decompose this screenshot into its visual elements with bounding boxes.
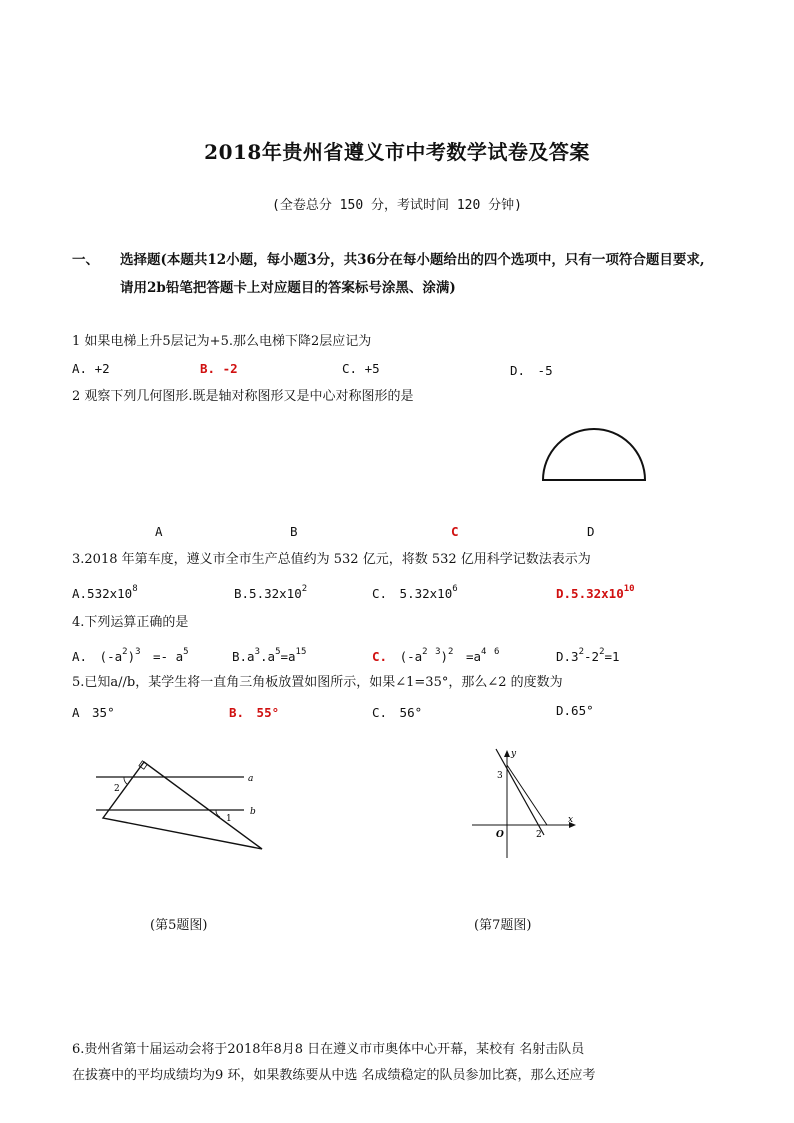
q4-option-d: $D.3^2-2^2=1$ bbox=[556, 647, 620, 664]
q3-option-b: $B.5.32x10^2$ bbox=[234, 584, 308, 601]
paper-title: 2018年贵州省遵义市中考数学试卷及答案 bbox=[204, 140, 590, 164]
q1-option-c: C. +5 bbox=[342, 361, 380, 376]
section-heading-line1: 选择题(本题共12小题，每小题3分，共36分在每小题给出的四个选项中，只有一项符合题目要求, bbox=[120, 252, 705, 268]
label-angle-2: 2 bbox=[114, 784, 120, 794]
q2-label-a: A bbox=[155, 524, 163, 539]
q3-option-a: $A.532x10^8$ bbox=[72, 584, 138, 601]
label-b: b bbox=[250, 807, 256, 817]
triangle bbox=[103, 762, 262, 849]
q5-option-c: C. 56° bbox=[372, 705, 423, 720]
q4-option-c: C. ($-a^2$ $^3$)$^2$ $=a^4$ $^6$ bbox=[372, 647, 500, 664]
question-6-line1: 6.贵州省第十届运动会将于2018年8月8 日在遵义市市奥体中心开幕，某校有 名射击队员 bbox=[72, 1042, 585, 1057]
question-1-text: 1 如果电梯上升5层记为+5.那么电梯下降2层应记为 bbox=[72, 334, 372, 349]
q3-option-d: $D.5.32x10^{10}$ bbox=[556, 584, 635, 601]
question-4-text: 4.下列运算正确的是 bbox=[72, 615, 189, 630]
q1-option-a: A. +2 bbox=[72, 361, 110, 376]
question-5-text: 5.已知a//b，某学生将一直角三角板放置如图所示，如果∠1=35°，那么∠2 的度数为 bbox=[72, 675, 563, 690]
figure-7-caption: (第7题图) bbox=[474, 918, 532, 933]
question-3-text: 3.2018 年第车度，遵义市全市生产总值约为 532 亿元，将数 532 亿用科学记数法表示为 bbox=[72, 552, 591, 567]
y-axis-arrow bbox=[504, 750, 510, 757]
angle-2-arc bbox=[124, 777, 127, 784]
function-line bbox=[496, 749, 544, 835]
q1-option-d: D. -5 bbox=[510, 363, 553, 378]
label-a: a bbox=[248, 774, 254, 784]
question-2-text: 2 观察下列几何图形.既是轴对称图形又是中心对称图形的是 bbox=[72, 389, 414, 404]
q2-label-b: B bbox=[290, 524, 298, 539]
figure-5-caption: (第5题图) bbox=[150, 918, 208, 933]
q5-option-a: A 35° bbox=[72, 705, 115, 720]
label-two: 2 bbox=[536, 830, 542, 840]
q4-option-b: $B.a^3.a^5=a^{15}$ bbox=[232, 647, 307, 664]
q2-label-c: C bbox=[451, 524, 459, 539]
label-three: 3 bbox=[497, 771, 503, 781]
label-y: y bbox=[511, 749, 517, 759]
q3-option-c: C. $5.32x10^6$ bbox=[372, 584, 458, 601]
q5-option-b: B. 55° bbox=[229, 705, 280, 720]
semicircle-figure bbox=[540, 426, 650, 484]
label-origin: O bbox=[496, 830, 504, 840]
q4-option-a: A. $(-a^2)^3$ =- $a^5$ bbox=[72, 647, 189, 664]
question-6-line2: 在拔赛中的平均成绩均为9 环，如果教练要从中选 名成绩稳定的队员参加比赛，那么还应考 bbox=[72, 1068, 596, 1083]
q2-label-d: D bbox=[587, 524, 595, 539]
paper-subtitle: (全卷总分 150 分，考试时间 120 分钟) bbox=[272, 198, 522, 213]
section-heading-line2: 请用2b铅笔把答题卡上对应题目的答案标号涂黑、涂满) bbox=[120, 280, 456, 296]
label-angle-1: 1 bbox=[226, 814, 232, 824]
figure-7-graph bbox=[468, 744, 583, 864]
section-number: 一、 bbox=[72, 252, 99, 268]
q1-option-b: B. -2 bbox=[200, 361, 238, 376]
q5-option-d: D.65° bbox=[556, 703, 594, 718]
label-x: x bbox=[568, 815, 574, 825]
figure-5-triangle bbox=[90, 755, 270, 855]
line-y-eq bbox=[507, 765, 547, 825]
